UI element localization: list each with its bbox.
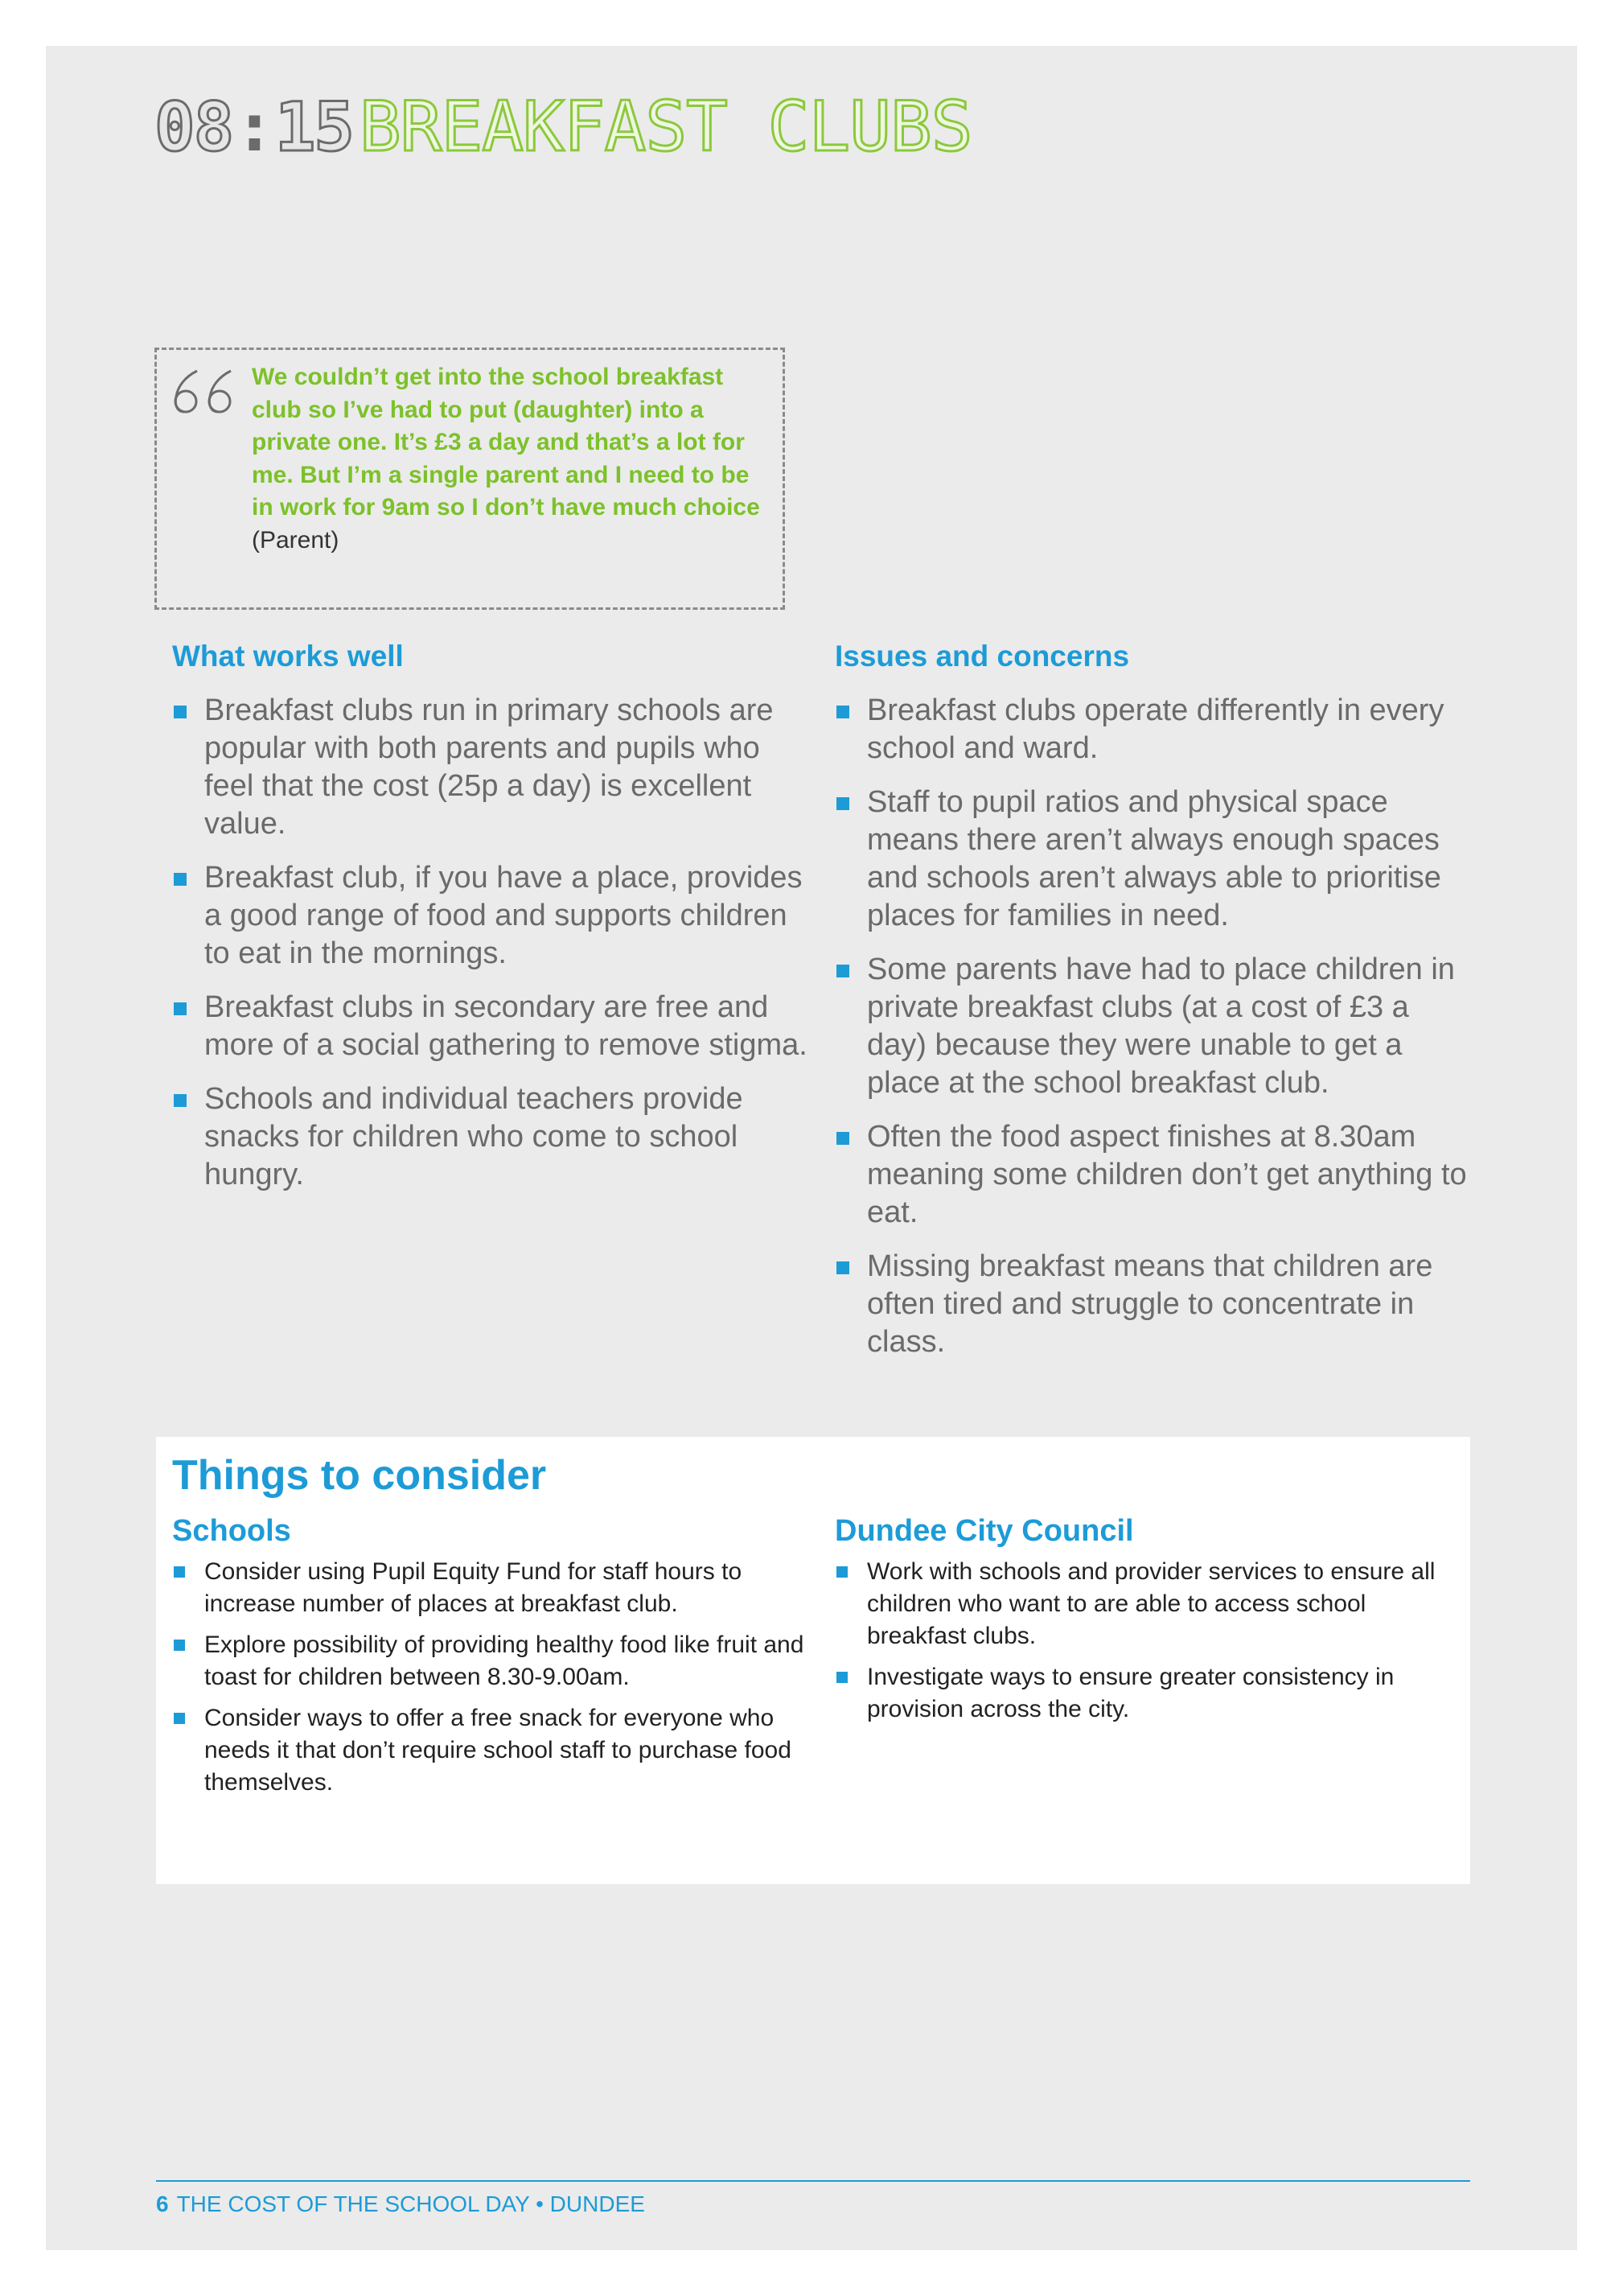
page-title bbox=[154, 87, 972, 167]
things-to-consider-box bbox=[156, 1437, 1470, 1884]
list-item: Investigate ways to ensure greater consistency in provision across the city. bbox=[835, 1661, 1454, 1726]
issues-list bbox=[835, 692, 1470, 1377]
works-well-heading: What works well bbox=[172, 640, 404, 673]
footer bbox=[156, 2191, 645, 2217]
list-item: Breakfast clubs run in primary schools are popular with both parents and pupils who feel that the cost (25p a day) is excellent value. bbox=[172, 692, 807, 843]
footer-divider bbox=[156, 2180, 1470, 2182]
list-item: Breakfast club, if you have a place, provides a good range of food and supports children to eat in the mornings. bbox=[172, 859, 807, 973]
list-item: Missing breakfast means that children are often tired and struggle to concentrate in class. bbox=[835, 1248, 1470, 1361]
schools-heading: Schools bbox=[172, 1514, 291, 1548]
quote-body: We couldn’t get into the school breakfast club so I’ve had to put (daughter) into a private one. It’s £3 a day and that’s a lot for me. But I’m a single parent and I need to be in work for 9am so I don’t have much choice bbox=[252, 364, 760, 521]
time-hours: 08 bbox=[154, 88, 233, 167]
works-well-list bbox=[172, 692, 807, 1210]
council-heading: Dundee City Council bbox=[835, 1514, 1134, 1548]
schools-list bbox=[172, 1556, 807, 1808]
issues-heading: Issues and concerns bbox=[835, 640, 1130, 673]
list-item: Breakfast clubs operate differently in every school and ward. bbox=[835, 692, 1470, 767]
section-title: BREAKFAST CLUBS bbox=[359, 87, 972, 167]
list-item: Breakfast clubs in secondary are free and more of a social gathering to remove stigma. bbox=[172, 989, 807, 1064]
time-label bbox=[154, 88, 353, 167]
list-item: Schools and individual teachers provide snacks for children who come to school hungry. bbox=[172, 1080, 807, 1194]
list-item: Staff to pupil ratios and physical space means there aren’t always enough spaces and schools aren’t always able to prioritise places for families in need. bbox=[835, 784, 1470, 935]
list-item: Often the food aspect finishes at 8.30am meaning some children don’t get anything to eat. bbox=[835, 1118, 1470, 1232]
list-item: Work with schools and provider services to ensure all children who want to are able to access school breakfast clubs. bbox=[835, 1556, 1454, 1652]
council-list bbox=[835, 1556, 1454, 1734]
time-colon: : bbox=[234, 88, 273, 167]
list-item: Consider using Pupil Equity Fund for staff hours to increase number of places at breakfast club. bbox=[172, 1556, 807, 1620]
list-item: Consider ways to offer a free snack for everyone who needs it that don’t require school staff to purchase food themselves. bbox=[172, 1702, 807, 1799]
consider-title: Things to consider bbox=[172, 1452, 547, 1499]
list-item: Explore possibility of providing healthy food like fruit and toast for children between 8.30-9.00am. bbox=[172, 1629, 807, 1693]
quote-mark-icon bbox=[173, 368, 242, 416]
quote-box bbox=[154, 348, 785, 610]
page-number: 6 bbox=[156, 2191, 169, 2216]
quote-text bbox=[252, 361, 766, 557]
quote-attribution: (Parent) bbox=[252, 526, 339, 553]
time-minutes: 15 bbox=[274, 88, 353, 167]
footer-text: THE COST OF THE SCHOOL DAY • DUNDEE bbox=[176, 2191, 645, 2216]
list-item: Some parents have had to place children in private breakfast clubs (at a cost of £3 a day) because they were unable to get a place at the school breakfast club. bbox=[835, 951, 1470, 1102]
